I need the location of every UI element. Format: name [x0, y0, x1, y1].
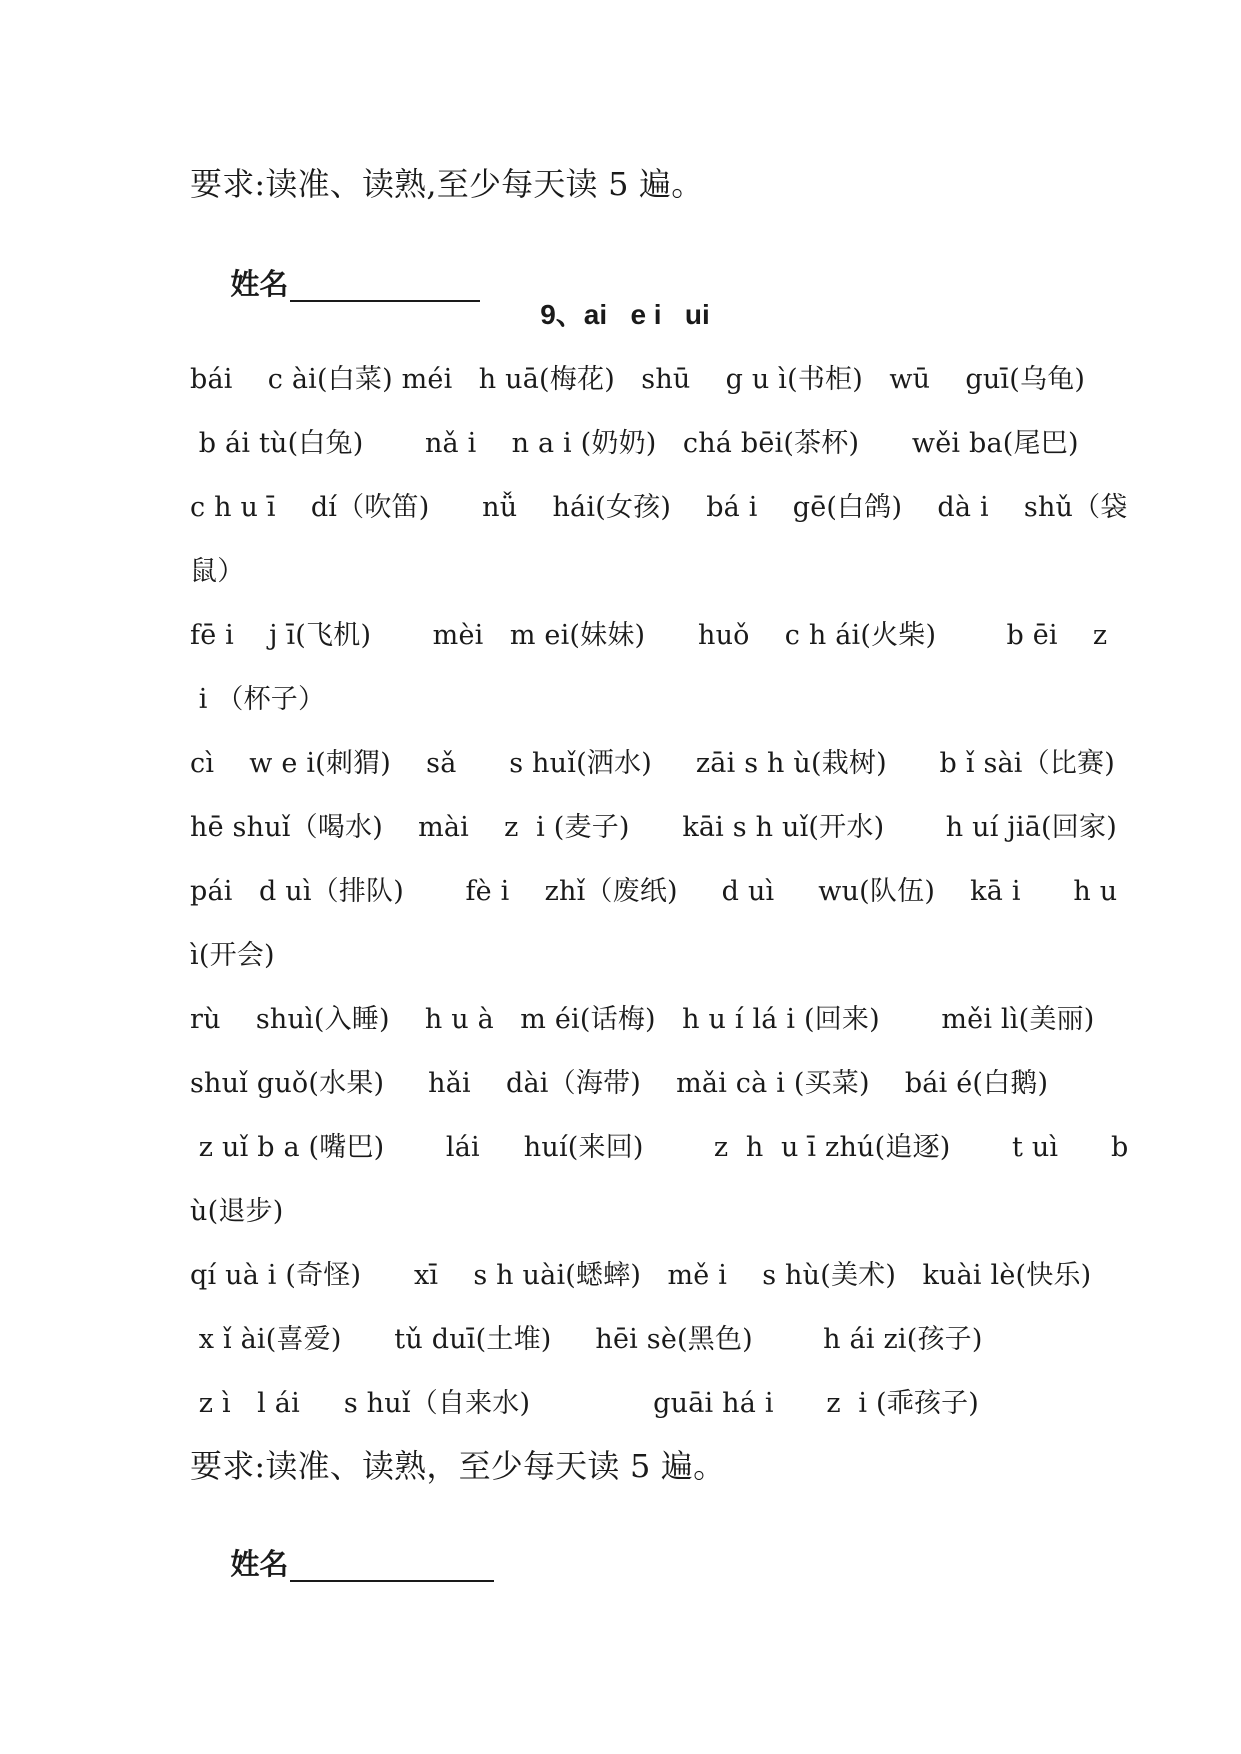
pinyin-line: pái d uì（排队) fè i zhǐ（废纸) d uì wu(队伍) kā i h u — [190, 876, 1118, 907]
pinyin-line: c h u ī dí（吹笛) nǚ hái(女孩) bá i gē(白鸽) dà i shǔ（袋 — [190, 492, 1128, 523]
bottom-name-field — [190, 1510, 494, 1618]
top-requirement: 要求:读准、读熟,至少每天读 5 遍。 — [190, 165, 704, 203]
pinyin-line: ù(退步) — [190, 1196, 284, 1227]
pinyin-line: rù shuì(入睡) h u à m éi(话梅) h u í lá i (回来) měi lì(美丽) — [190, 1004, 1095, 1035]
pinyin-line: shuǐ guǒ(水果) hǎi dài（海带) mǎi cà i (买菜) bái é(白鹅) — [190, 1068, 1049, 1099]
pinyin-line: qí uà i (奇怪) xī s h uài(蟋蟀) mě i s hù(美术) kuài lè(快乐) — [190, 1260, 1092, 1291]
pinyin-line: fē i j ī(飞机) mèi m ei(妹妹) huǒ c h ái(火柴) b ēi z — [190, 620, 1108, 651]
bottom-requirement: 要求:读准、读熟，至少每天读 5 遍。 — [190, 1447, 726, 1485]
bottom-name-label: 姓名 — [230, 1547, 289, 1581]
pinyin-line: b ái tù(白兔) nǎ i n a i (奶奶) chá bēi(茶杯) wěi ba(尾巴) — [190, 428, 1079, 459]
top-name-label: 姓名 — [230, 267, 289, 301]
pinyin-line: z uǐ b a (嘴巴) lái huí(来回) z h u ī zhú(追逐) t uì b — [190, 1132, 1129, 1163]
pinyin-line: i （杯子） — [190, 684, 326, 715]
pinyin-line: hē shuǐ（喝水) mài z i (麦子) kāi s h uǐ(开水) h uí jiā(回家) — [190, 812, 1117, 843]
bottom-name-blank — [290, 1550, 494, 1582]
pinyin-line: z ì l ái s huǐ（自来水) guāi há i z i (乖孩子) — [190, 1388, 980, 1419]
pinyin-line: cì w e i(刺猬) sǎ s huǐ(洒水) zāi s h ù(栽树) b ǐ sài（比赛) — [190, 748, 1115, 779]
lesson-title: 9、ai e i ui — [540, 299, 710, 330]
pinyin-line: x ǐ ài(喜爱) tǔ duī(土堆) hēi sè(黑色) h ái zi(孩子) — [190, 1324, 983, 1355]
pinyin-line: bái c ài(白菜) méi h uā(梅花) shū g u ì(书柜) wū guī(乌龟) — [190, 364, 1086, 395]
pinyin-line: 鼠） — [190, 556, 245, 587]
pinyin-line: ì(开会) — [190, 940, 275, 971]
